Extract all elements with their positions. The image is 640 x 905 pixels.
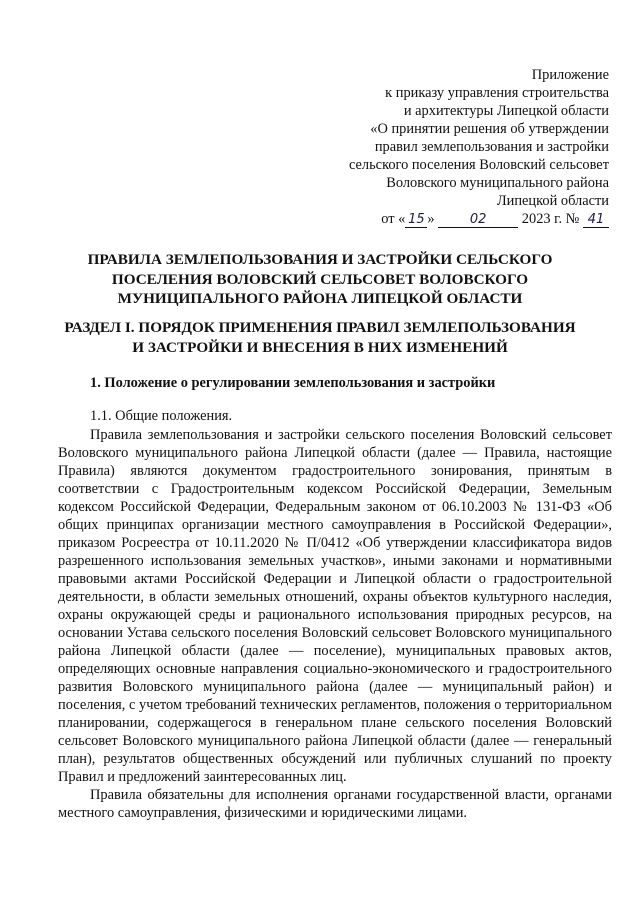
sub-item-heading: 1.1. Общие положения. xyxy=(90,408,233,424)
appendix-line: правил землепользования и застройки xyxy=(374,139,609,155)
appendix-line: Липецкой области xyxy=(496,193,609,209)
appendix-line: к приказу управления строительства xyxy=(385,85,609,101)
handwritten-day: 15 xyxy=(405,212,427,228)
appendix-line: Воловского муниципального района xyxy=(386,175,609,191)
appendix-block xyxy=(349,66,609,228)
section-title: РАЗДЕЛ I. ПОРЯДОК ПРИМЕНЕНИЯ ПРАВИЛ ЗЕМЛЕПОЛЬЗОВАНИЯ И ЗАСТРОЙКИ И ВНЕСЕНИЯ В НИХ ИЗМЕНЕНИЙ xyxy=(64,319,576,356)
handwritten-month: 02 xyxy=(438,212,518,228)
date-year-suffix: 2023 г. № xyxy=(521,211,580,227)
order-date-line xyxy=(349,210,609,228)
paragraph: Правила землепользования и застройки сельского поселения Воловский сельсовет Воловского муниципального района Липецкой области (далее — Правила, настоящие Правила) являются документом градостроительного зонирования, принятым в соответствии с Градостроительным кодексом Российской Федерации, Земельным кодексом Российской Федерации, Федеральным законом от 06.10.2003 № 131-ФЗ «Об общих принципах организации местного самоуправления в Российской Федерации», приказом Росреестра от 10.11.2020 № П/0412 «Об утверждении классификатора видов разрешенного использования земельных участков», иными законами и нормативными правовыми актами Российской Федерации и Липецкой области о градостроительной деятельности, в области земельных отношений, охраны объектов культурного наследия, охраны окружающей среды и рационального использования природных ресурсов, на основании Устава сельского поселения Воловский сельсовет Воловского муниципального района Липецкой области (далее — поселение), муниципальных правовых актов, определяющих основные направления социально-экономического и градостроительного развития Воловского муниципального района (далее — муниципальный район) и поселения, с учетом требований технических регламентов, положения о территориальном планировании, содержащегося в генеральном плане сельского поселения Воловский сельсовет Воловского муниципального района Липецкой области (далее — генеральный план), результатов общественных обсуждений или публичных слушаний по проекту Правил и предложений заинтересованных лиц. xyxy=(58,427,612,785)
paragraph: Правила обязательны для исполнения органами государственной власти, органами местного самоуправления, физическими и юридическими лицами. xyxy=(58,787,612,821)
appendix-line: сельского поселения Воловский сельсовет xyxy=(348,157,609,173)
handwritten-doc-number: 41 xyxy=(583,212,609,228)
appendix-line: Приложение xyxy=(531,67,609,83)
subsection-title: 1. Положение о регулировании землепользования и застройки xyxy=(90,375,496,391)
document-title: ПРАВИЛА ЗЕМЛЕПОЛЬЗОВАНИЯ И ЗАСТРОЙКИ СЕЛЬСКОГО ПОСЕЛЕНИЯ ВОЛОВСКИЙ СЕЛЬСОВЕТ ВОЛОВСКОГО МУНИЦИПАЛЬНОГО РАЙОНА ЛИПЕЦКОЙ ОБЛАСТИ xyxy=(87,251,553,307)
date-prefix: от « xyxy=(381,211,406,227)
body-text xyxy=(58,426,612,822)
appendix-line: и архитектуры Липецкой области xyxy=(403,103,609,119)
appendix-line: «О принятии решения об утверждении xyxy=(370,121,609,137)
date-quote-close: » xyxy=(427,211,435,227)
